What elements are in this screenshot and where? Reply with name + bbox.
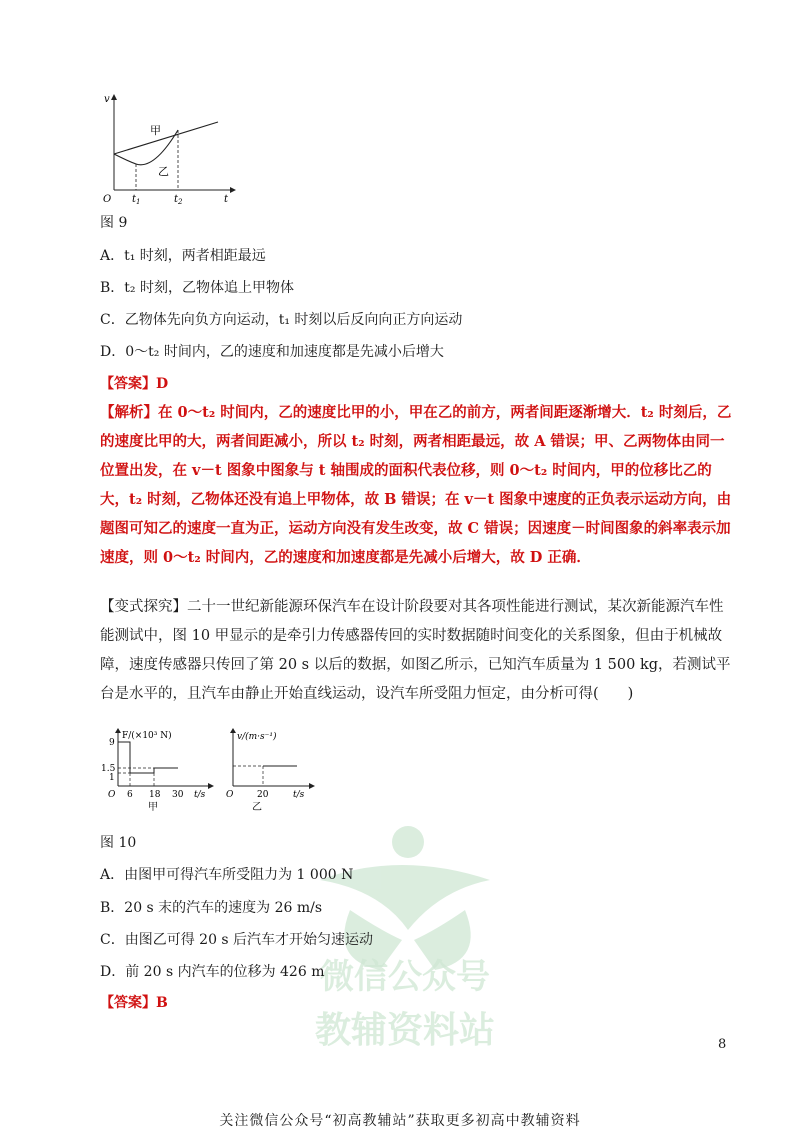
- jia-x-tick-30: 30: [172, 790, 184, 800]
- q1-analysis: 【解析】在 0～t₂ 时间内，乙的速度比甲的小，甲在乙的前方，两者间距逐渐增大．t₂ 时刻后，乙的速度比甲的大，两者间距减小，所以 t₂ 时刻，两者相距最远，故 A 错误；甲、乙两物体由同一位置出发，在 v－t 图象中图象与 t 轴围成的面积代表位移，则 0～t₂ 时间内，甲的位移比乙的大，t₂ 时刻，乙物体还没有追上甲物体，故 B 错误；在 v－t 图象中速度的正负表示运动方向，由题图可知乙的速度一直为正，运动方向没有发生改变，故 C 错误；因速度－时间图象的斜率表示加速度，则 0～t₂ 时间内，乙的速度和加速度都是先减小后增大，故 D 正确．: [100, 404, 732, 566]
- figure-10-yi-graph: [225, 728, 320, 813]
- axis-v-label: v: [104, 94, 110, 105]
- figure-10-caption: 图 10: [100, 835, 137, 851]
- q1-option-a: A．t₁ 时刻，两者相距最远: [100, 248, 266, 264]
- yi-x-axis-label: t/s: [293, 790, 305, 800]
- q2-option-d: D．前 20 s 内汽车的位移为 426 m: [100, 964, 325, 980]
- yi-x-tick-20: 20: [257, 790, 269, 800]
- figure-9-vt-graph: [100, 90, 240, 205]
- jia-origin-label: O: [108, 790, 116, 800]
- jia-y-tick-1-5: 1.5: [101, 764, 116, 774]
- jia-y-tick-9: 9: [109, 738, 115, 748]
- q2-option-c: C．由图乙可得 20 s 后汽车才开始匀速运动: [100, 932, 374, 948]
- page-number: 8: [718, 1037, 727, 1052]
- q2-answer: 【答案】B: [100, 995, 168, 1011]
- axis-t-label: t: [224, 194, 229, 205]
- watermark-line2: 教辅资料站: [314, 1009, 496, 1051]
- q1-answer: 【答案】D: [100, 376, 169, 392]
- jia-y-axis-label: F/(×10³ N): [122, 731, 172, 741]
- origin-label: O: [103, 194, 112, 205]
- jia-x-tick-6: 6: [127, 790, 133, 800]
- q1-option-c: C．乙物体先向负方向运动，t₁ 时刻以后反向向正方向运动: [100, 312, 463, 328]
- yi-y-axis-label: v/(m·s⁻¹): [237, 732, 277, 742]
- figure-9-caption: 图 9: [100, 215, 128, 231]
- q1-option-b: B．t₂ 时刻，乙物体追上甲物体: [100, 280, 294, 296]
- jia-x-axis-label: t/s: [194, 790, 206, 800]
- jia-figure-name: 甲: [148, 802, 158, 813]
- footer-note: 关注微信公众号“初高教辅站”获取更多初高中教辅资料: [219, 1113, 581, 1129]
- q2-option-b: B．20 s 末的汽车的速度为 26 m/s: [100, 900, 323, 916]
- t2-label: $t_2$: [174, 194, 183, 205]
- yi-figure-name: 乙: [252, 802, 262, 813]
- yi-label: 乙: [158, 165, 169, 178]
- jia-x-tick-18: 18: [149, 790, 161, 800]
- jia-label: 甲: [150, 124, 161, 137]
- jia-y-tick-1: 1: [109, 773, 115, 783]
- q2-option-a: A．由图甲可得汽车所受阻力为 1 000 N: [100, 867, 354, 883]
- yi-origin-label: O: [226, 790, 234, 800]
- t1-label: $t_1$: [132, 194, 141, 205]
- q2-stem: 【变式探究】二十一世纪新能源环保汽车在设计阶段要对其各项性能进行测试，某次新能源汽车性能测试中，图 10 甲显示的是牵引力传感器传回的实时数据随时间变化的关系图象，但由于机械故障，速度传感器只传回了第 20 s 以后的数据，如图乙所示，已知汽车质量为 1 500 kg，若测试平台是水平的，且汽车由静止开始直线运动，设汽车所受阻力恒定，由分析可得( ): [100, 599, 731, 702]
- figure-10-jia-graph: [100, 728, 215, 813]
- q1-option-d: D．0～t₂ 时间内，乙的速度和加速度都是先减小后增大: [100, 344, 444, 360]
- watermark-line1: 微信公众号: [320, 957, 490, 997]
